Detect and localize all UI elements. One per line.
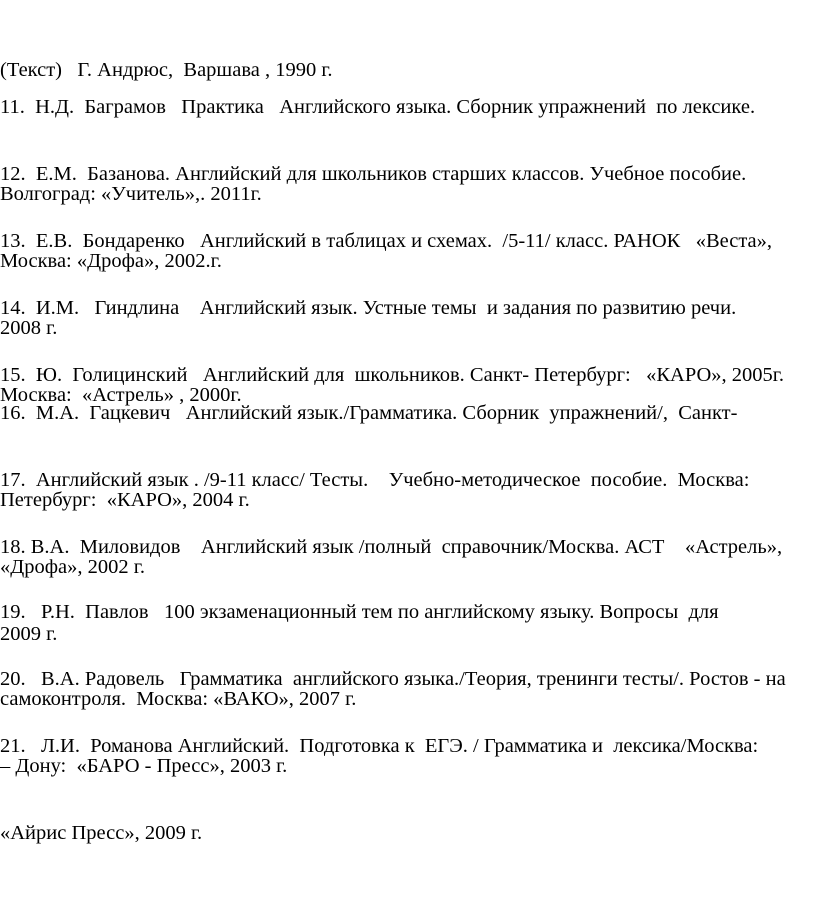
entry-line: 16. М.А. Гацкевич Английский язык./Грамматика. Сборник упражнений/, Санкт- [0,402,738,424]
entry-line: 15. Ю. Голицинский Английский для школьников. Санкт- Петербург: «КАРО», 2005г. [0,364,785,386]
entry-line: 18. В.А. Миловидов Английский язык /полный справочник/Москва. АСТ «Астрель», [0,536,783,558]
entry-line: (Текст) Г. Андрюс, Варшава , 1990 г. [0,59,333,81]
entry-line: 11. Н.Д. Баграмов Практика Английского языка. Сборник упражнений по лексике. [0,96,756,118]
entry-line: – Дону: «БАРО - Пресс», 2003 г. [0,755,288,777]
entry-line: Волгоград: «Учитель»,. 2011г. [0,183,262,205]
entry-line: 2009 г. [0,623,58,645]
entry-line: Москва: «Дрофа», 2002.г. [0,250,222,272]
entry-line: 14. И.М. Гиндлина Английский язык. Устные темы и задания по развитию речи. [0,297,737,319]
entry-line: 19. Р.Н. Павлов 100 экзаменационный тем по английскому языку. Вопросы для [0,601,719,623]
entry-line: 21. Л.И. Романова Английский. Подготовка к ЕГЭ. / Грамматика и лексика/Москва: [0,735,759,757]
entry-line: 17. Английский язык . /9-11 класс/ Тесты. Учебно-методическое пособие. Москва: [0,469,750,491]
entry-line: самоконтроля. Москва: «ВАКО», 2007 г. [0,688,357,710]
bibliography-entry-21 [0,674,812,906]
entry-line: Петербург: «КАРО», 2004 г. [0,489,250,511]
entry-line: 2008 г. [0,317,58,339]
entry-line: «Дрофа», 2002 г. [0,556,145,578]
entry-line: 12. Е.М. Базанова. Английский для школьников старших классов. Учебное пособие. [0,163,747,185]
entry-line: 13. Е.В. Бондаренко Английский в таблицах и схемах. /5-11/ класс. РАНОК «Веста», [0,230,773,252]
entry-line: Москва: «Астрель» , 2000г. [0,384,242,406]
entry-line: «Айрис Пресс», 2009 г. [0,822,203,844]
entry-line: 20. В.А. Радовель Грамматика английского языка./Теория, тренинги тесты/. Ростов - на [0,668,786,690]
